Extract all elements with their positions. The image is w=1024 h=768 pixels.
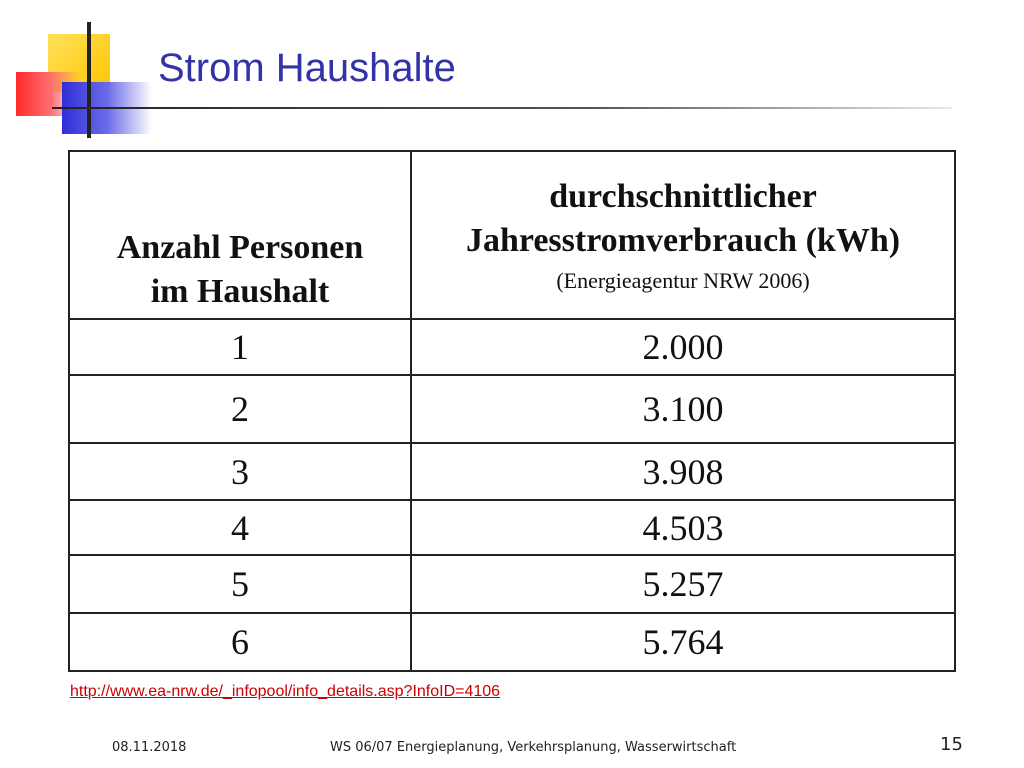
table-header-row — [69, 151, 955, 319]
slide-title: Strom Haushalte — [158, 46, 456, 90]
source-link[interactable]: http://www.ea-nrw.de/_infopool/info_details.asp?InfoID=4106 — [70, 683, 501, 700]
cell-persons: 4 — [69, 500, 411, 555]
table-row — [69, 375, 955, 443]
table-row — [69, 443, 955, 500]
header-persons-line2: im Haushalt — [150, 272, 330, 310]
cell-kwh: 3.908 — [411, 443, 955, 500]
header-consumption — [411, 151, 955, 319]
header-consumption-line2: Jahresstromverbrauch (kWh) — [465, 221, 901, 259]
header-consumption-line1: durchschnittlicher — [549, 177, 817, 215]
cell-persons: 2 — [69, 375, 411, 443]
page-number: 15 — [940, 734, 963, 755]
header-persons-line1: Anzahl Personen — [116, 228, 364, 266]
cell-kwh: 5.257 — [411, 555, 955, 613]
header-source: (Energieagentur NRW 2006) — [556, 267, 810, 293]
cell-persons: 6 — [69, 613, 411, 671]
header-persons — [69, 151, 411, 319]
cell-kwh: 3.100 — [411, 375, 955, 443]
cell-kwh: 2.000 — [411, 319, 955, 375]
consumption-table — [68, 150, 956, 672]
cell-persons: 5 — [69, 555, 411, 613]
decor-vertical-line — [87, 22, 91, 138]
table-row — [69, 500, 955, 555]
table-row — [69, 555, 955, 613]
title-underline — [52, 107, 952, 109]
cell-persons: 3 — [69, 443, 411, 500]
cell-kwh: 4.503 — [411, 500, 955, 555]
footer-date: 08.11.2018 — [112, 740, 187, 755]
cell-persons: 1 — [69, 319, 411, 375]
cell-kwh: 5.764 — [411, 613, 955, 671]
table-row — [69, 613, 955, 671]
table-row — [69, 319, 955, 375]
footer-course-title: WS 06/07 Energieplanung, Verkehrsplanung, Wasserwirtschaft — [330, 740, 737, 755]
